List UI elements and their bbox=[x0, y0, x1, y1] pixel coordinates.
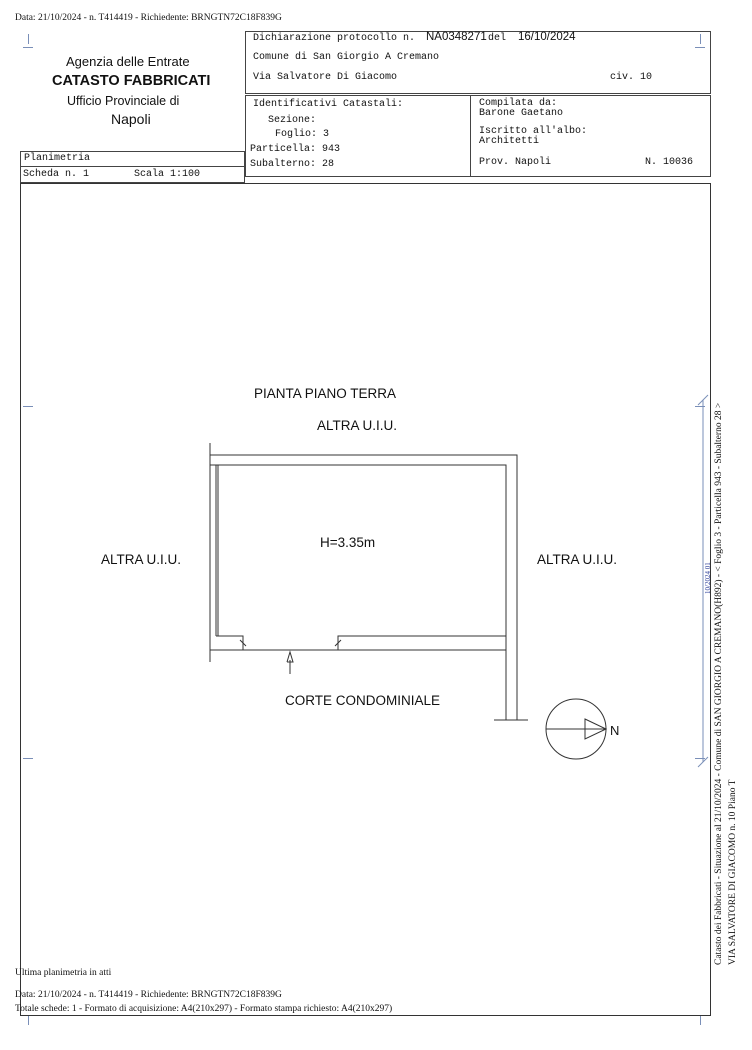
particella-label: Particella: 943 bbox=[250, 144, 341, 155]
declaration-number: NA0348271 bbox=[426, 31, 487, 43]
albo-number: N. 10036 bbox=[645, 157, 694, 168]
identifiers-title: Identificativi Catastali: bbox=[253, 99, 404, 110]
agency-city: Napoli bbox=[111, 111, 151, 127]
subalterno-label: Subalterno: 28 bbox=[250, 159, 335, 170]
west-neighbor-label: ALTRA U.I.U. bbox=[101, 552, 182, 567]
courtyard-label: CORTE CONDOMINIALE bbox=[285, 693, 441, 708]
compiler-name: Barone Gaetano bbox=[479, 108, 564, 119]
side-text-line2: VIA SALVATORE DI GIACOMO n. 10 Piano T bbox=[728, 779, 738, 965]
via-label: Via Salvatore Di Giacomo bbox=[253, 72, 398, 83]
east-neighbor-label: ALTRA U.I.U. bbox=[537, 552, 618, 567]
civ-label: civ. 10 bbox=[610, 72, 653, 83]
entrance-arrow bbox=[287, 652, 293, 674]
side-text-line1: Catasto dei Fabbricati - Situazione al 21/10/2024 - Comune di SAN GIORGIO A CREMANO(H892) - < Foglio 3 - Particella 943 - Subalterno 28 > bbox=[714, 402, 724, 965]
north-neighbor-label: ALTRA U.I.U. bbox=[317, 418, 398, 433]
doc-type-label: Planimetria bbox=[24, 153, 91, 164]
room-height-label: H=3.35m bbox=[320, 535, 376, 550]
prov-label: Prov. Napoli bbox=[479, 157, 552, 168]
sheets-total: Totale schede: 1 - Formato di acquisizione: A4(210x297) - Formato stampa richiesto: A4(210x297) bbox=[15, 1004, 393, 1014]
side-stamp: 10/2024 01 bbox=[704, 562, 712, 594]
scala-label: Scala 1:100 bbox=[134, 169, 201, 180]
declaration-prefix: Dichiarazione protocollo n. bbox=[253, 33, 416, 44]
last-plan-note: Ultima planimetria in atti bbox=[15, 968, 112, 978]
compiler-title: Compilata da: bbox=[479, 98, 558, 109]
request-line-bottom: Data: 21/10/2024 - n. T414419 - Richiedente: BRNGTN72C18F839G bbox=[15, 990, 282, 1000]
declaration-del: del bbox=[488, 33, 507, 44]
agency-office: Ufficio Provinciale di bbox=[67, 94, 180, 108]
plan-title: PIANTA PIANO TERRA bbox=[254, 386, 397, 401]
request-line-top: Data: 21/10/2024 - n. T414419 - Richiedente: BRNGTN72C18F839G bbox=[15, 13, 282, 23]
albo-label: Iscritto all'albo: bbox=[479, 126, 588, 137]
sezione-label: Sezione: bbox=[268, 115, 317, 126]
scheda-label: Scheda n. 1 bbox=[23, 169, 90, 180]
agency-catasto: CATASTO FABBRICATI bbox=[52, 73, 211, 89]
comune-label: Comune di San Giorgio A Cremano bbox=[253, 52, 440, 63]
compass-north-label: N bbox=[610, 723, 620, 738]
profession-label: Architetti bbox=[479, 136, 540, 147]
agency-name: Agenzia delle Entrate bbox=[66, 54, 190, 69]
compass-rose bbox=[546, 699, 606, 759]
foglio-label: Foglio: 3 bbox=[275, 129, 330, 140]
declaration-date: 16/10/2024 bbox=[518, 31, 576, 43]
